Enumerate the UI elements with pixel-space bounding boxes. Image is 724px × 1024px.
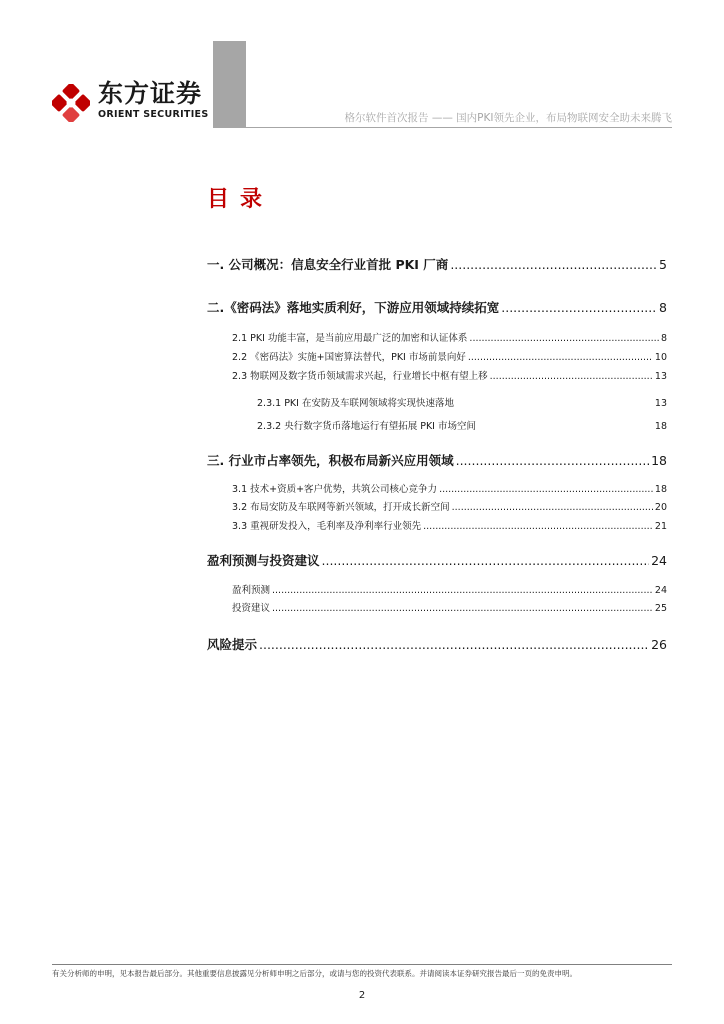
toc-entry-label: 2.3 物联网及数字货币领域需求兴起，行业增长中枢有望上移 (232, 371, 488, 382)
toc-entry-label: 2.1 PKI 功能丰富，是当前应用最广泛的加密和认证体系 (232, 333, 468, 344)
toc-entry-page: 13 (654, 371, 667, 382)
toc-entry-label: 3.3 重视研发投入，毛利率及净利率行业领先 (232, 521, 422, 532)
toc-entry-label: 二.《密码法》落地实质利好，下游应用领域持续拓宽 (207, 300, 500, 315)
toc-leader-dots (423, 521, 653, 532)
toc-leader-dots (469, 333, 659, 344)
toc-entry-page: 20 (654, 502, 667, 513)
toc-leader-dots (490, 371, 653, 382)
footer-divider (52, 964, 672, 965)
toc-entry-page: 10 (654, 352, 667, 363)
toc-entry[interactable] (232, 330, 667, 344)
toc-entry-page: 18 (654, 484, 667, 495)
toc-entry-page: 21 (654, 521, 667, 532)
toc-entry[interactable] (207, 551, 667, 569)
toc-entry[interactable] (232, 600, 667, 614)
toc-entry[interactable] (232, 481, 667, 495)
toc-entry-page: 13 (654, 398, 667, 409)
toc-entry[interactable] (207, 255, 667, 273)
toc-leader-dots (468, 352, 653, 363)
toc-leader-dots (452, 502, 653, 513)
toc-entry-page: 25 (654, 603, 667, 614)
toc-entry-label: 2.2 《密码法》实施+国密算法替代，PKI 市场前景向好 (232, 352, 466, 363)
toc-entry-label: 3.1 技术+资质+客户优势，共筑公司核心竞争力 (232, 484, 438, 495)
toc-entry-page: 24 (651, 553, 667, 568)
brand-name-cn: 东方证券 (98, 79, 203, 108)
footer-disclaimer: 有关分析师的申明，见本报告最后部分。其他重要信息披露见分析师申明之后部分，或请与您的投资代表联系。并请阅读本证券研究报告最后一页的免责申明。 (52, 969, 577, 978)
toc-entry-page: 24 (654, 585, 667, 596)
toc-leader-dots (501, 300, 657, 315)
toc-leader-dots (272, 585, 653, 596)
toc-leader-dots (272, 603, 653, 614)
toc-entry[interactable] (207, 635, 667, 653)
toc-entry[interactable] (232, 349, 667, 363)
page-number: 2 (358, 990, 366, 1001)
toc-entry-page: 8 (659, 300, 667, 315)
toc-entry[interactable] (207, 451, 667, 469)
toc-entry-label: 2.3.1 PKI 在安防及车联网领域将实现快速落地 (257, 398, 454, 409)
toc-entry[interactable] (232, 582, 667, 596)
toc-entry-page: 18 (654, 421, 667, 432)
brand-name-en: ORIENT SECURITIES (98, 109, 209, 120)
toc-entry-label: 一. 公司概况：信息安全行业首批 PKI 厂商 (207, 257, 449, 272)
toc-entry-page: 18 (651, 453, 667, 468)
toc-title: 目录 (207, 187, 274, 212)
toc-leader-dots (259, 637, 649, 652)
toc-leader-dots (456, 453, 649, 468)
header-divider (246, 127, 672, 128)
toc-entry[interactable] (207, 298, 667, 316)
toc-entry-label: 投资建议 (232, 603, 271, 614)
toc-leader-dots (439, 484, 653, 495)
toc-leader-dots (322, 553, 650, 568)
toc-entry-label: 盈利预测与投资建议 (207, 553, 320, 568)
orient-securities-logo-icon (52, 84, 90, 122)
report-subtitle: 格尔软件首次报告 —— 国内PKI领先企业，布局物联网安全助未来腾飞 (344, 112, 672, 124)
header-gray-tab (213, 41, 246, 128)
toc-entry[interactable] (232, 499, 667, 513)
toc-leader-dots (450, 257, 657, 272)
toc-entry[interactable] (257, 395, 667, 409)
toc-entry-label: 2.3.2 央行数字货币落地运行有望拓展 PKI 市场空间 (257, 421, 476, 432)
toc-entry[interactable] (232, 518, 667, 532)
toc-entry-label: 3.2 布局安防及车联网等新兴领域，打开成长新空间 (232, 502, 450, 513)
toc-entry-label: 三. 行业市占率领先，积极布局新兴应用领域 (207, 453, 454, 468)
toc-entry-label: 风险提示 (207, 637, 258, 652)
toc-entry[interactable] (232, 368, 667, 382)
toc-entry-page: 5 (659, 257, 667, 272)
toc-entry-page: 8 (660, 333, 667, 344)
toc-entry-label: 盈利预测 (232, 585, 271, 596)
toc-entry-page: 26 (651, 637, 667, 652)
toc-entry[interactable] (257, 418, 667, 432)
